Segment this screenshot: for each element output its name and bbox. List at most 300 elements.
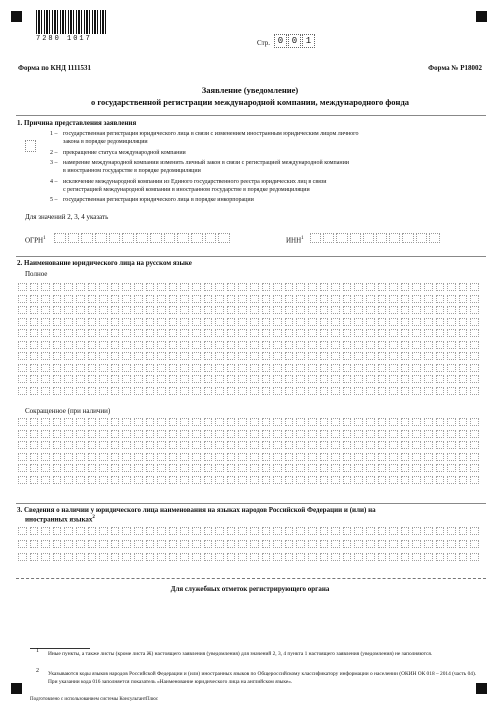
char-cell[interactable] — [424, 527, 433, 535]
char-cell[interactable] — [320, 553, 329, 561]
char-cell[interactable] — [470, 453, 479, 461]
char-cell[interactable] — [250, 387, 259, 395]
char-cell[interactable] — [285, 352, 294, 360]
char-cell[interactable] — [470, 295, 479, 303]
char-cell[interactable] — [53, 318, 62, 326]
char-cell[interactable] — [146, 540, 155, 548]
char-cell[interactable] — [424, 375, 433, 383]
char-cell[interactable] — [180, 476, 189, 484]
char-cell[interactable] — [389, 341, 398, 349]
char-cell[interactable] — [436, 375, 445, 383]
char-cell[interactable] — [354, 464, 363, 472]
char-cell[interactable] — [354, 364, 363, 372]
reason-code-box[interactable] — [25, 140, 36, 152]
char-cell[interactable] — [470, 364, 479, 372]
char-cell[interactable] — [436, 318, 445, 326]
char-cell[interactable] — [146, 430, 155, 438]
char-cell[interactable] — [111, 306, 120, 314]
char-cell[interactable] — [296, 430, 305, 438]
char-cell[interactable] — [238, 527, 247, 535]
char-cell[interactable] — [227, 553, 236, 561]
char-cell[interactable] — [250, 352, 259, 360]
char-cell[interactable] — [227, 329, 236, 337]
char-cell[interactable] — [18, 464, 27, 472]
char-cell[interactable] — [88, 418, 97, 426]
char-cell[interactable] — [412, 283, 421, 291]
char-cell[interactable] — [401, 540, 410, 548]
char-cell[interactable] — [215, 387, 224, 395]
char-cell[interactable] — [30, 453, 39, 461]
char-cell[interactable] — [389, 540, 398, 548]
char-cell[interactable] — [378, 464, 387, 472]
char-cell[interactable] — [343, 540, 352, 548]
char-cell[interactable] — [99, 464, 108, 472]
char-cell[interactable] — [53, 283, 62, 291]
char-cell[interactable] — [320, 453, 329, 461]
char-cell[interactable] — [250, 553, 259, 561]
char-cell[interactable] — [262, 283, 271, 291]
char-cell[interactable] — [146, 329, 155, 337]
char-cell[interactable] — [320, 318, 329, 326]
char-cell[interactable] — [30, 527, 39, 535]
char-cell[interactable] — [389, 476, 398, 484]
char-cell[interactable] — [192, 375, 201, 383]
char-cell[interactable] — [366, 341, 375, 349]
char-cell[interactable] — [192, 476, 201, 484]
char-cell[interactable] — [366, 375, 375, 383]
char-cell[interactable] — [64, 464, 73, 472]
char-cell[interactable] — [412, 527, 421, 535]
char-cell[interactable] — [343, 387, 352, 395]
char-cell[interactable] — [389, 527, 398, 535]
char-cell[interactable] — [331, 329, 340, 337]
char-cell[interactable] — [215, 430, 224, 438]
char-cell[interactable] — [308, 387, 317, 395]
char-cell[interactable] — [366, 464, 375, 472]
char-cell[interactable] — [88, 441, 97, 449]
char-cell[interactable] — [146, 352, 155, 360]
char-cell[interactable] — [53, 540, 62, 548]
char-cell[interactable] — [99, 364, 108, 372]
char-cell[interactable] — [180, 364, 189, 372]
char-cell[interactable] — [250, 283, 259, 291]
char-cell[interactable] — [378, 476, 387, 484]
char-cell[interactable] — [285, 375, 294, 383]
char-cell[interactable] — [53, 418, 62, 426]
char-cell[interactable] — [122, 306, 131, 314]
char-cell[interactable] — [64, 306, 73, 314]
char-cell[interactable] — [41, 295, 50, 303]
char-cell[interactable] — [424, 283, 433, 291]
char-cell[interactable] — [296, 553, 305, 561]
char-cell[interactable] — [470, 430, 479, 438]
char-cell[interactable] — [331, 453, 340, 461]
char-cell[interactable] — [273, 464, 282, 472]
char-cell[interactable] — [204, 306, 213, 314]
char-cell[interactable] — [238, 329, 247, 337]
char-cell[interactable] — [308, 364, 317, 372]
char-cell[interactable] — [308, 453, 317, 461]
char-cell[interactable] — [250, 364, 259, 372]
char-cell[interactable] — [296, 527, 305, 535]
char-cell[interactable] — [227, 464, 236, 472]
char-cell[interactable] — [366, 387, 375, 395]
char-cell[interactable] — [204, 283, 213, 291]
char-cell[interactable] — [389, 306, 398, 314]
char-cell[interactable] — [285, 329, 294, 337]
char-cell[interactable] — [424, 553, 433, 561]
char-cell[interactable] — [436, 527, 445, 535]
char-cell[interactable] — [122, 375, 131, 383]
char-cell[interactable] — [447, 364, 456, 372]
char-cell[interactable] — [354, 352, 363, 360]
char-cell[interactable] — [447, 318, 456, 326]
char-cell[interactable] — [41, 441, 50, 449]
char-cell[interactable] — [18, 453, 27, 461]
char-cell[interactable] — [76, 318, 85, 326]
char-cell[interactable] — [273, 295, 282, 303]
char-cell[interactable] — [308, 329, 317, 337]
char-cell[interactable] — [88, 329, 97, 337]
char-cell[interactable] — [192, 527, 201, 535]
char-cell[interactable] — [146, 418, 155, 426]
char-cell[interactable] — [459, 352, 468, 360]
char-cell[interactable] — [412, 418, 421, 426]
char-cell[interactable] — [157, 527, 166, 535]
char-cell[interactable] — [169, 418, 178, 426]
char-cell[interactable] — [459, 329, 468, 337]
char-cell[interactable] — [18, 341, 27, 349]
char-cell[interactable] — [320, 527, 329, 535]
char-cell[interactable] — [157, 375, 166, 383]
char-cell[interactable] — [146, 464, 155, 472]
char-cell[interactable] — [180, 453, 189, 461]
char-cell[interactable] — [343, 453, 352, 461]
char-cell[interactable] — [296, 540, 305, 548]
char-cell[interactable] — [18, 352, 27, 360]
char-cell[interactable] — [273, 553, 282, 561]
char-cell[interactable] — [64, 352, 73, 360]
char-cell[interactable] — [157, 540, 166, 548]
char-cell[interactable] — [122, 352, 131, 360]
char-cell[interactable] — [111, 476, 120, 484]
char-cell[interactable] — [76, 375, 85, 383]
char-cell[interactable] — [378, 341, 387, 349]
char-cell[interactable] — [30, 306, 39, 314]
char-cell[interactable] — [389, 318, 398, 326]
char-cell[interactable] — [250, 329, 259, 337]
char-cell[interactable] — [53, 476, 62, 484]
char-cell[interactable] — [296, 306, 305, 314]
char-cell[interactable] — [134, 364, 143, 372]
char-cell[interactable] — [18, 387, 27, 395]
char-cell[interactable] — [273, 418, 282, 426]
char-cell[interactable] — [378, 329, 387, 337]
char-cell[interactable] — [53, 306, 62, 314]
char-cell[interactable] — [447, 540, 456, 548]
char-cell[interactable] — [169, 453, 178, 461]
char-cell[interactable] — [459, 476, 468, 484]
char-cell[interactable] — [262, 329, 271, 337]
char-cell[interactable] — [192, 430, 201, 438]
char-cell[interactable] — [424, 441, 433, 449]
char-cell[interactable] — [366, 295, 375, 303]
char-cell[interactable] — [436, 283, 445, 291]
char-cell[interactable] — [76, 329, 85, 337]
char-cell[interactable] — [285, 441, 294, 449]
char-cell[interactable] — [30, 283, 39, 291]
char-cell[interactable] — [354, 540, 363, 548]
char-cell[interactable] — [99, 375, 108, 383]
char-cell[interactable] — [204, 387, 213, 395]
char-cell[interactable] — [389, 364, 398, 372]
char-cell[interactable] — [285, 318, 294, 326]
char-cell[interactable] — [389, 464, 398, 472]
char-cell[interactable] — [180, 553, 189, 561]
char-cell[interactable] — [41, 527, 50, 535]
char-cell[interactable] — [146, 306, 155, 314]
char-cell[interactable] — [250, 453, 259, 461]
char-cell[interactable] — [99, 329, 108, 337]
char-cell[interactable] — [470, 418, 479, 426]
char-cell[interactable] — [180, 329, 189, 337]
char-cell[interactable] — [470, 540, 479, 548]
char-cell[interactable] — [343, 476, 352, 484]
char-cell[interactable] — [366, 430, 375, 438]
char-cell[interactable] — [378, 430, 387, 438]
char-cell[interactable] — [134, 430, 143, 438]
char-cell[interactable] — [354, 306, 363, 314]
char-cell[interactable] — [436, 364, 445, 372]
char-cell[interactable] — [412, 441, 421, 449]
char-cell[interactable] — [285, 540, 294, 548]
char-cell[interactable] — [122, 540, 131, 548]
char-cell[interactable] — [296, 341, 305, 349]
char-cell[interactable] — [401, 318, 410, 326]
char-cell[interactable] — [366, 364, 375, 372]
char-cell[interactable] — [308, 318, 317, 326]
char-cell[interactable] — [53, 453, 62, 461]
char-cell[interactable] — [378, 318, 387, 326]
char-cell[interactable] — [53, 295, 62, 303]
char-cell[interactable] — [76, 283, 85, 291]
char-cell[interactable] — [204, 375, 213, 383]
char-cell[interactable] — [180, 430, 189, 438]
char-cell[interactable] — [215, 375, 224, 383]
char-cell[interactable] — [238, 352, 247, 360]
char-cell[interactable] — [285, 527, 294, 535]
char-cell[interactable] — [424, 453, 433, 461]
char-cell[interactable] — [18, 540, 27, 548]
char-cell[interactable] — [192, 453, 201, 461]
char-cell[interactable] — [343, 464, 352, 472]
char-cell[interactable] — [134, 295, 143, 303]
char-cell[interactable] — [111, 553, 120, 561]
char-cell[interactable] — [169, 295, 178, 303]
char-cell[interactable] — [134, 476, 143, 484]
char-cell[interactable] — [30, 329, 39, 337]
char-cell[interactable] — [459, 418, 468, 426]
char-cell[interactable] — [227, 387, 236, 395]
char-cell[interactable] — [227, 453, 236, 461]
char-cell[interactable] — [204, 453, 213, 461]
char-cell[interactable] — [204, 430, 213, 438]
char-cell[interactable] — [343, 375, 352, 383]
char-cell[interactable] — [343, 352, 352, 360]
char-cell[interactable] — [53, 329, 62, 337]
char-cell[interactable] — [308, 553, 317, 561]
char-cell[interactable] — [424, 364, 433, 372]
char-cell[interactable] — [88, 306, 97, 314]
char-cell[interactable] — [389, 418, 398, 426]
char-cell[interactable] — [88, 341, 97, 349]
char-cell[interactable] — [215, 453, 224, 461]
char-cell[interactable] — [76, 364, 85, 372]
char-cell[interactable] — [134, 375, 143, 383]
char-cell[interactable] — [308, 430, 317, 438]
char-cell[interactable] — [180, 375, 189, 383]
char-cell[interactable] — [447, 306, 456, 314]
char-cell[interactable] — [41, 387, 50, 395]
char-cell[interactable] — [76, 295, 85, 303]
char-cell[interactable] — [204, 553, 213, 561]
char-cell[interactable] — [343, 283, 352, 291]
char-cell[interactable] — [111, 387, 120, 395]
char-cell[interactable] — [331, 476, 340, 484]
char-cell[interactable] — [366, 476, 375, 484]
char-cell[interactable] — [41, 375, 50, 383]
char-cell[interactable] — [412, 352, 421, 360]
char-cell[interactable] — [424, 352, 433, 360]
ogrn-input[interactable] — [54, 233, 230, 242]
char-cell[interactable] — [238, 464, 247, 472]
char-cell[interactable] — [227, 341, 236, 349]
char-cell[interactable] — [273, 352, 282, 360]
char-cell[interactable] — [459, 364, 468, 372]
char-cell[interactable] — [250, 295, 259, 303]
char-cell[interactable] — [18, 430, 27, 438]
char-cell[interactable] — [412, 387, 421, 395]
char-cell[interactable] — [470, 527, 479, 535]
char-cell[interactable] — [169, 375, 178, 383]
char-cell[interactable] — [331, 352, 340, 360]
char-cell[interactable] — [296, 364, 305, 372]
char-cell[interactable] — [53, 527, 62, 535]
char-cell[interactable] — [122, 341, 131, 349]
char-cell[interactable] — [273, 430, 282, 438]
char-cell[interactable] — [320, 375, 329, 383]
char-cell[interactable] — [146, 341, 155, 349]
char-cell[interactable] — [146, 387, 155, 395]
char-cell[interactable] — [134, 318, 143, 326]
char-cell[interactable] — [296, 329, 305, 337]
char-cell[interactable] — [215, 540, 224, 548]
char-cell[interactable] — [64, 295, 73, 303]
char-cell[interactable] — [88, 283, 97, 291]
char-cell[interactable] — [88, 375, 97, 383]
char-cell[interactable] — [157, 476, 166, 484]
char-cell[interactable] — [227, 352, 236, 360]
char-cell[interactable] — [99, 318, 108, 326]
char-cell[interactable] — [53, 364, 62, 372]
char-cell[interactable] — [378, 387, 387, 395]
char-cell[interactable] — [378, 441, 387, 449]
char-cell[interactable] — [111, 453, 120, 461]
char-cell[interactable] — [401, 453, 410, 461]
char-cell[interactable] — [169, 341, 178, 349]
char-cell[interactable] — [41, 553, 50, 561]
char-cell[interactable] — [401, 295, 410, 303]
char-cell[interactable] — [169, 441, 178, 449]
char-cell[interactable] — [204, 540, 213, 548]
char-cell[interactable] — [412, 306, 421, 314]
char-cell[interactable] — [192, 329, 201, 337]
char-cell[interactable] — [227, 476, 236, 484]
char-cell[interactable] — [111, 375, 120, 383]
char-cell[interactable] — [134, 464, 143, 472]
char-cell[interactable] — [238, 318, 247, 326]
char-cell[interactable] — [447, 329, 456, 337]
char-cell[interactable] — [88, 364, 97, 372]
char-cell[interactable] — [41, 283, 50, 291]
char-cell[interactable] — [250, 318, 259, 326]
char-cell[interactable] — [436, 418, 445, 426]
char-cell[interactable] — [447, 476, 456, 484]
char-cell[interactable] — [157, 329, 166, 337]
char-cell[interactable] — [250, 306, 259, 314]
char-cell[interactable] — [134, 441, 143, 449]
char-cell[interactable] — [424, 464, 433, 472]
char-cell[interactable] — [285, 364, 294, 372]
char-cell[interactable] — [88, 540, 97, 548]
char-cell[interactable] — [157, 553, 166, 561]
char-cell[interactable] — [122, 441, 131, 449]
char-cell[interactable] — [111, 329, 120, 337]
char-cell[interactable] — [412, 364, 421, 372]
char-cell[interactable] — [76, 476, 85, 484]
char-cell[interactable] — [343, 430, 352, 438]
char-cell[interactable] — [169, 306, 178, 314]
char-cell[interactable] — [134, 527, 143, 535]
char-cell[interactable] — [378, 540, 387, 548]
char-cell[interactable] — [343, 295, 352, 303]
char-cell[interactable] — [192, 540, 201, 548]
char-cell[interactable] — [401, 476, 410, 484]
char-cell[interactable] — [308, 283, 317, 291]
char-cell[interactable] — [262, 341, 271, 349]
char-cell[interactable] — [320, 430, 329, 438]
char-cell[interactable] — [412, 329, 421, 337]
page-digit-box[interactable]: 0 — [288, 34, 301, 48]
char-cell[interactable] — [308, 375, 317, 383]
char-cell[interactable] — [215, 352, 224, 360]
char-cell[interactable] — [146, 295, 155, 303]
char-cell[interactable] — [447, 352, 456, 360]
char-cell[interactable] — [389, 441, 398, 449]
char-cell[interactable] — [134, 540, 143, 548]
char-cell[interactable] — [204, 352, 213, 360]
char-cell[interactable] — [169, 527, 178, 535]
char-cell[interactable] — [459, 387, 468, 395]
char-cell[interactable] — [447, 464, 456, 472]
char-cell[interactable] — [157, 283, 166, 291]
char-cell[interactable] — [99, 418, 108, 426]
char-cell[interactable] — [53, 352, 62, 360]
char-cell[interactable] — [308, 341, 317, 349]
char-cell[interactable] — [99, 283, 108, 291]
char-cell[interactable] — [41, 540, 50, 548]
char-cell[interactable] — [424, 341, 433, 349]
